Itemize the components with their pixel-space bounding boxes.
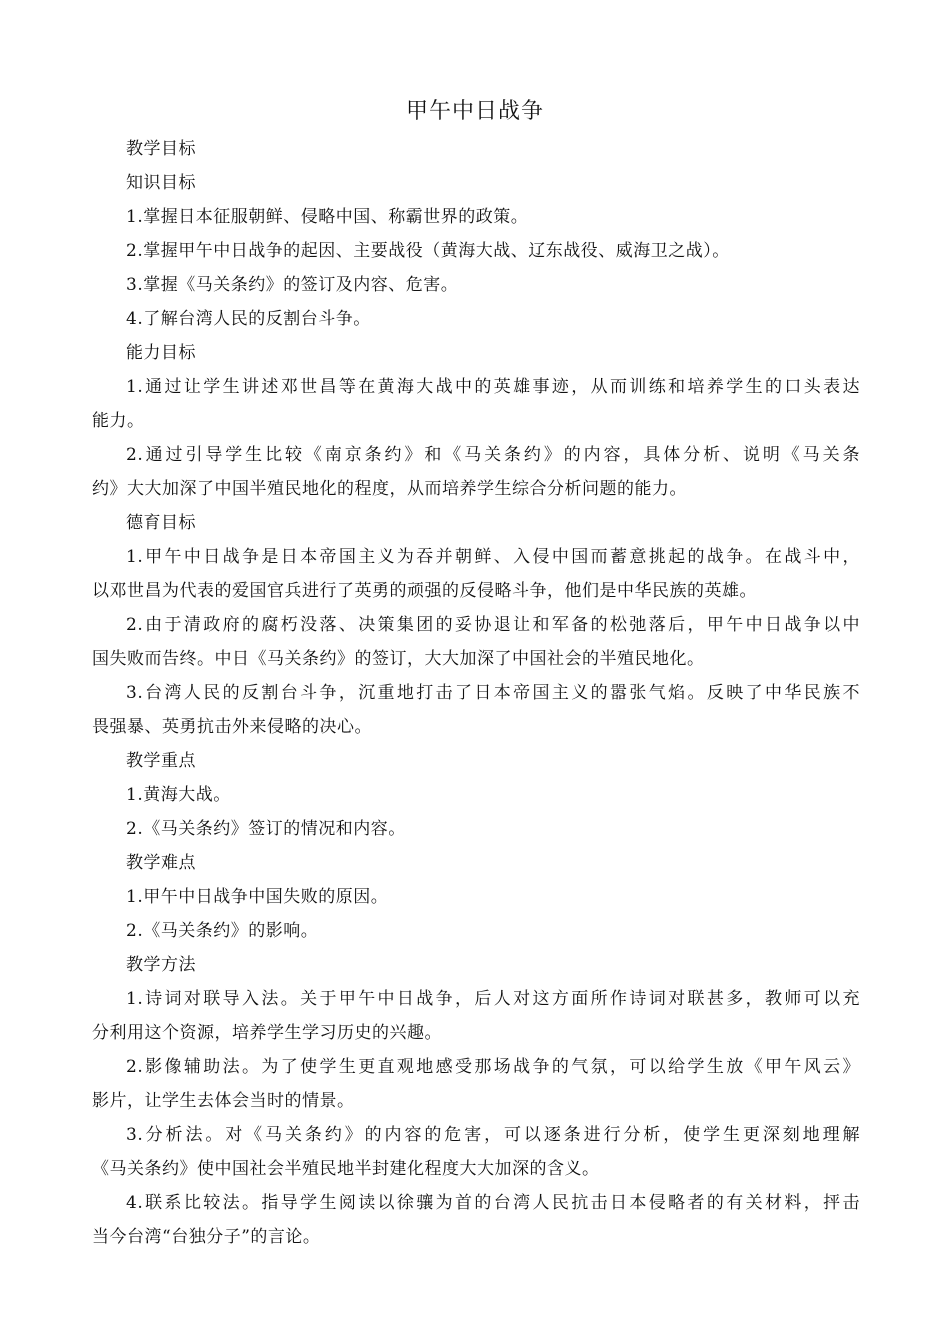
text-line: 能力。 bbox=[92, 411, 145, 431]
text-line: 以邓世昌为代表的爱国官兵进行了英勇的顽强的反侵略斗争，他们是中华民族的英雄。 bbox=[92, 581, 757, 601]
text-line: 教学目标 bbox=[126, 139, 196, 159]
text-line: 分利用这个资源，培养学生学习历史的兴趣。 bbox=[92, 1023, 442, 1043]
text-line: 2.影像辅助法。为了使学生更直观地感受那场战争的气氛，可以给学生放《甲午风云》 bbox=[126, 1057, 860, 1077]
text-line: 1.甲午中日战争是日本帝国主义为吞并朝鲜、入侵中国而蓄意挑起的战争。在战斗中， bbox=[126, 547, 860, 567]
text-line: 3.台湾人民的反割台斗争，沉重地打击了日本帝国主义的嚣张气焰。反映了中华民族不 bbox=[126, 683, 860, 703]
text-line: 3.分析法。对《马关条约》的内容的危害，可以逐条进行分析，使学生更深刻地理解 bbox=[126, 1125, 860, 1145]
text-line: 1.甲午中日战争中国失败的原因。 bbox=[126, 887, 389, 907]
text-line: 4.了解台湾人民的反割台斗争。 bbox=[126, 309, 371, 329]
text-line: 能力目标 bbox=[126, 343, 196, 363]
text-line: 1.黄海大战。 bbox=[126, 785, 231, 805]
text-line: 当今台湾“台独分子”的言论。 bbox=[92, 1227, 321, 1247]
text-line: 1.通过让学生讲述邓世昌等在黄海大战中的英雄事迹，从而训练和培养学生的口头表达 bbox=[126, 377, 860, 397]
text-line: 4.联系比较法。指导学生阅读以徐骧为首的台湾人民抗击日本侵略者的有关材料，抨击 bbox=[126, 1193, 860, 1213]
text-line: 教学方法 bbox=[126, 955, 196, 975]
text-line: 知识目标 bbox=[126, 173, 196, 193]
text-line: 1.掌握日本征服朝鲜、侵略中国、称霸世界的政策。 bbox=[126, 207, 529, 227]
document-title: 甲午中日战争 bbox=[405, 99, 544, 124]
text-line: 2.通过引导学生比较《南京条约》和《马关条约》的内容，具体分析、说明《马关条 bbox=[126, 445, 860, 465]
text-line: 影片，让学生去体会当时的情景。 bbox=[92, 1091, 355, 1111]
text-line: 国失败而告终。中日《马关条约》的签订，大大加深了中国社会的半殖民地化。 bbox=[92, 649, 705, 669]
text-line: 2.《马关条约》的影响。 bbox=[126, 921, 319, 941]
text-line: 2.由于清政府的腐朽没落、决策集团的妥协退让和军备的松弛落后，甲午中日战争以中 bbox=[126, 615, 860, 635]
text-line: 教学难点 bbox=[126, 853, 196, 873]
text-line: 《马关条约》使中国社会半殖民地半封建化程度大大加深的含义。 bbox=[92, 1159, 600, 1179]
text-line: 德育目标 bbox=[126, 513, 196, 533]
text-line: 畏强暴、英勇抗击外来侵略的决心。 bbox=[92, 717, 372, 737]
text-line: 教学重点 bbox=[126, 751, 196, 771]
text-line: 约》大大加深了中国半殖民地化的程度，从而培养学生综合分析问题的能力。 bbox=[92, 479, 687, 499]
text-line: 3.掌握《马关条约》的签订及内容、危害。 bbox=[126, 275, 459, 295]
text-line: 2.掌握甲午中日战争的起因、主要战役（黄海大战、辽东战役、威海卫之战）。 bbox=[126, 241, 730, 261]
document-body bbox=[92, 132, 860, 1254]
text-line: 2.《马关条约》签订的情况和内容。 bbox=[126, 819, 406, 839]
text-line: 1.诗词对联导入法。关于甲午中日战争，后人对这方面所作诗词对联甚多，教师可以充 bbox=[126, 989, 860, 1009]
